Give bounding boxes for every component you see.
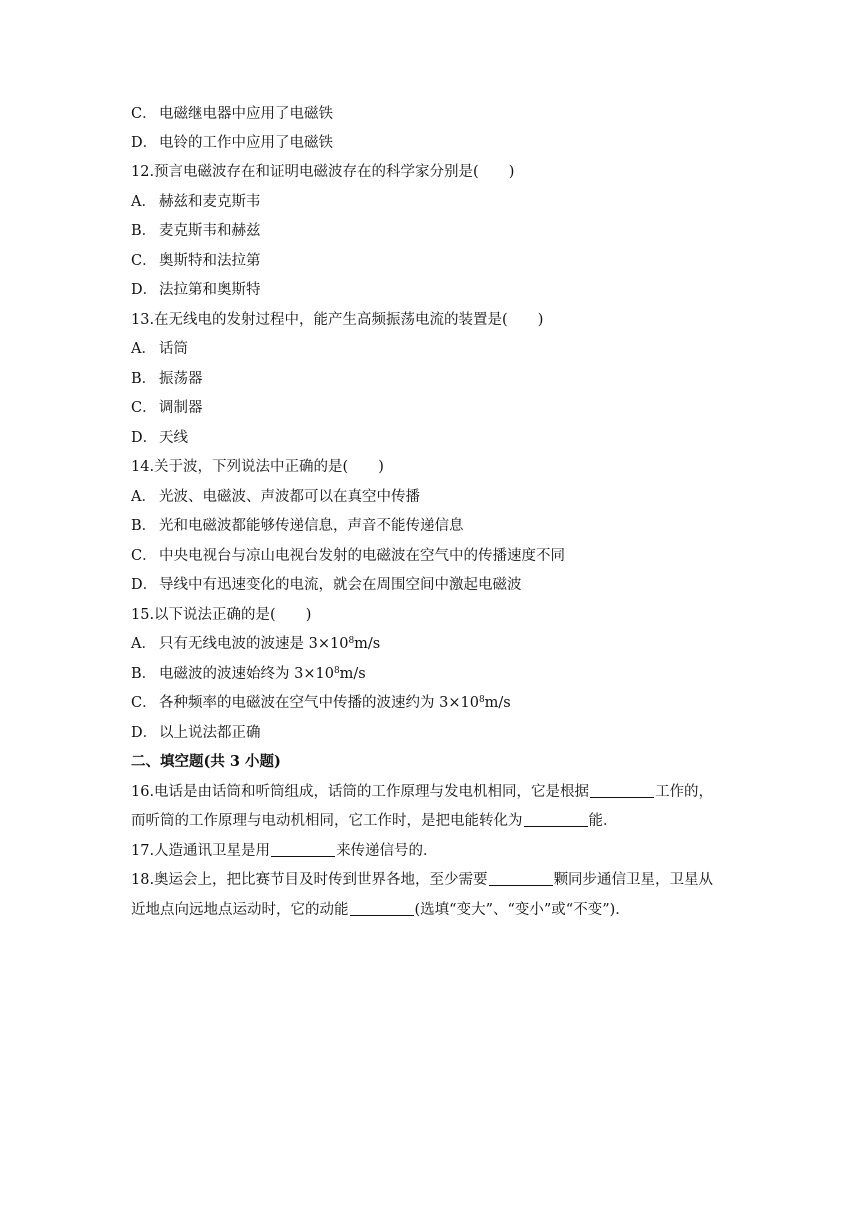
option-letter: A． — [131, 636, 156, 652]
option-text: 光和电磁波都能够传递信息，声音不能传递信息 — [159, 518, 464, 534]
option-letter: C． — [131, 548, 157, 564]
exponent: 8 — [478, 695, 485, 705]
q12-option-b — [131, 221, 751, 241]
option-text: 赫兹和麦克斯韦 — [159, 194, 261, 210]
answer-blank[interactable] — [524, 812, 588, 827]
option-letter: D． — [131, 135, 158, 151]
q14-option-b — [131, 516, 751, 536]
option-text: 只有无线电波的波速是 3×10 — [159, 636, 349, 652]
option-text: 光波、电磁波、声波都可以在真空中传播 — [159, 489, 420, 505]
option-letter: D． — [131, 577, 158, 593]
q18-line-2 — [131, 900, 751, 920]
exponent: 8 — [348, 636, 355, 646]
option-text: 天线 — [159, 430, 188, 446]
question-text: 来传递信号的． — [336, 843, 438, 859]
option-letter: C． — [131, 253, 157, 269]
question-text: 15.以下说法正确的是( — [131, 607, 276, 623]
option-text: 电铃的工作中应用了电磁铁 — [159, 135, 333, 151]
q14-option-d — [131, 575, 751, 595]
option-letter: D． — [131, 725, 158, 741]
unit-text: m/s — [484, 695, 511, 711]
q14-option-c — [131, 546, 751, 566]
question-text: 13.在无线电的发射过程中，能产生高频振荡电流的装置是( — [131, 312, 508, 328]
q13-option-d — [131, 428, 751, 448]
q18-line-1 — [131, 870, 751, 890]
q15-option-d — [131, 723, 751, 743]
option-text: 话筒 — [159, 341, 188, 357]
question-text: 14.关于波，下列说法中正确的是( — [131, 459, 349, 475]
q15-option-b — [131, 664, 751, 684]
answer-blank[interactable] — [489, 871, 553, 886]
q14-option-a — [131, 487, 751, 507]
option-text: 法拉第和奥斯特 — [159, 282, 261, 298]
option-letter: A． — [131, 489, 156, 505]
q14-stem — [131, 457, 751, 477]
option-letter: C． — [131, 400, 157, 416]
option-text: 各种频率的电磁波在空气中传播的波速约为 3×10 — [159, 695, 479, 711]
answer-blank[interactable] — [350, 901, 414, 916]
option-text: 电磁继电器中应用了电磁铁 — [159, 106, 333, 122]
question-text: 颗同步通信卫星，卫星从 — [553, 872, 714, 888]
q12-option-c — [131, 251, 751, 271]
option-letter: C． — [131, 106, 157, 122]
option-text: 中央电视台与凉山电视台发射的电磁波在空气中的传播速度不同 — [159, 548, 565, 564]
exponent: 8 — [333, 666, 340, 676]
question-text: 能． — [588, 813, 618, 829]
section-heading: 二、填空题(共 3 小题) — [131, 753, 281, 770]
option-text: 以上说法都正确 — [159, 725, 261, 741]
q16-line-2 — [131, 811, 751, 831]
q12-option-a — [131, 192, 751, 212]
q11-option-d — [131, 133, 751, 153]
question-text: (选填“变大”、“变小”或“不变”)． — [414, 902, 630, 918]
option-letter: B． — [131, 518, 157, 534]
question-paren-close: ) — [537, 312, 544, 328]
q13-option-c — [131, 398, 751, 418]
q13-option-a — [131, 339, 751, 359]
question-text: 近地点向远地点运动时，它的动能 — [131, 902, 349, 918]
option-letter: A． — [131, 341, 156, 357]
question-text: 16.电话是由话筒和听筒组成，话筒的工作原理与发电机相同，它是根据 — [131, 784, 590, 800]
option-text: 导线中有迅速变化的电流，就会在周围空间中激起电磁波 — [159, 577, 522, 593]
option-letter: B． — [131, 223, 157, 239]
option-text: 调制器 — [159, 400, 203, 416]
question-paren-close: ) — [508, 164, 515, 180]
q12-option-d — [131, 280, 751, 300]
option-text: 振荡器 — [159, 371, 203, 387]
unit-text: m/s — [354, 636, 381, 652]
question-text: 而听筒的工作原理与电动机相同，它工作时，是把电能转化为 — [131, 813, 523, 829]
unit-text: m/s — [339, 666, 366, 682]
question-text: 12.预言电磁波存在和证明电磁波存在的科学家分别是( — [131, 164, 479, 180]
answer-blank[interactable] — [590, 783, 654, 798]
q13-option-b — [131, 369, 751, 389]
q11-option-c — [131, 104, 751, 124]
option-letter: C． — [131, 695, 157, 711]
question-paren-close: ) — [305, 607, 312, 623]
q15-option-a — [131, 634, 751, 654]
option-letter: A． — [131, 194, 156, 210]
question-text: 工作的， — [655, 784, 714, 800]
q12-stem — [131, 162, 751, 182]
q15-option-c — [131, 693, 751, 713]
q17-line — [131, 841, 751, 861]
option-letter: B． — [131, 666, 157, 682]
q15-stem — [131, 605, 751, 625]
question-paren-close: ) — [378, 459, 384, 475]
q13-stem — [131, 310, 751, 330]
option-letter: D． — [131, 282, 158, 298]
answer-blank[interactable] — [271, 842, 335, 857]
question-text: 18.奥运会上，把比赛节目及时传到世界各地，至少需要 — [131, 872, 488, 888]
q16-line-1 — [131, 782, 751, 802]
option-text: 电磁波的波速始终为 3×10 — [159, 666, 334, 682]
option-text: 麦克斯韦和赫兹 — [159, 223, 261, 239]
option-text: 奥斯特和法拉第 — [159, 253, 261, 269]
option-letter: D． — [131, 430, 158, 446]
option-letter: B． — [131, 371, 157, 387]
question-text: 17.人造通讯卫星是用 — [131, 843, 271, 859]
